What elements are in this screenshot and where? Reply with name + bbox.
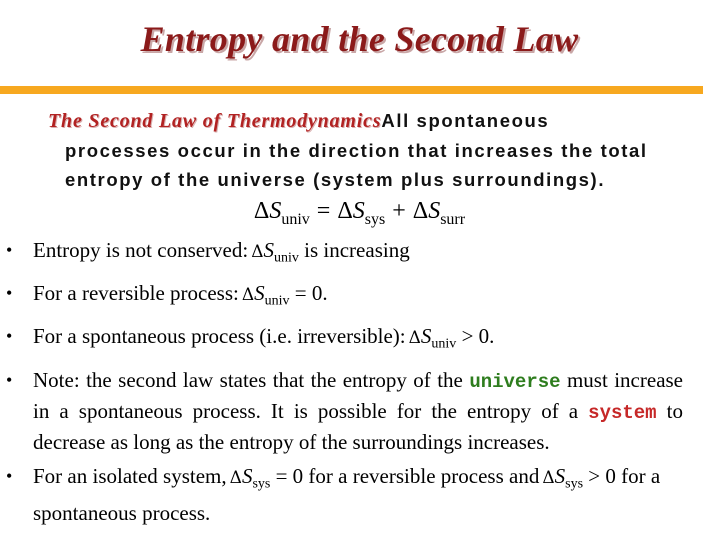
- bullet-item-spontaneous: [0, 322, 719, 358]
- eq-equals: =: [316, 198, 331, 224]
- law-title: The Second Law of Thermodynamics: [48, 110, 382, 132]
- entropy-equation: [0, 198, 719, 229]
- delta-s-sys-symbol: $\Delta S_{sys}$: [229, 464, 271, 492]
- bullet-1-text: Entropy is not conserved:: [33, 238, 249, 262]
- eq-sub-surr: surr: [440, 210, 466, 228]
- law-text-line2: processes occur in the direction that increases the total: [65, 140, 648, 161]
- law-text-line1: All spontaneous: [381, 110, 550, 131]
- eq-S-2: S: [352, 198, 365, 224]
- bullet-5-text-c: > 0 for a spontaneous process.: [33, 464, 661, 525]
- eq-delta-2: Δ: [337, 198, 353, 224]
- eq-S-3: S: [428, 198, 441, 224]
- eq-sub-univ: univ: [281, 210, 310, 228]
- law-text-line3: entropy of the universe (system plus surroundings).: [65, 169, 606, 190]
- eq-plus: +: [392, 198, 406, 224]
- bullet-4-text-b: must increase in a spontaneous process. It is possible for the entropy of a: [33, 368, 684, 424]
- bullet-4-text-c: to decrease as long as the entropy of the surroundings increases.: [33, 399, 683, 455]
- delta-s-sys-symbol: $\Delta S_{sys}$: [542, 464, 584, 492]
- eq-sub-sys: sys: [364, 210, 386, 228]
- eq-delta-1: Δ: [253, 198, 270, 224]
- bullet-item-isolated-system: [0, 462, 719, 527]
- eq-delta-3: Δ: [412, 198, 429, 224]
- second-law-statement: [48, 106, 710, 194]
- bullet-dot: •: [6, 240, 13, 260]
- delta-s-univ-symbol: $\Delta S_{univ}$: [241, 281, 290, 309]
- bullet-list: [0, 236, 719, 528]
- bullet-dot: •: [6, 466, 13, 487]
- bullet-item-reversible: [0, 279, 719, 315]
- bullet-5-text-a: For an isolated system,: [33, 464, 227, 489]
- bullet-dot: •: [6, 283, 13, 304]
- bullet-5-text-b: = 0 for a reversible process and: [270, 464, 540, 489]
- bullet-1-tail: is increasing: [298, 238, 410, 262]
- bullet-4-text-a: Note: the second law states that the entropy of the: [33, 368, 470, 393]
- universe-highlight: universe: [469, 371, 561, 394]
- eq-S-1: S: [269, 198, 282, 224]
- slide-title: Entropy and the Second Law: [140, 19, 579, 59]
- title-underline-bar: [0, 86, 703, 94]
- bullet-item-note: [0, 366, 719, 457]
- bullet-3-tail: > 0.: [456, 323, 495, 348]
- delta-s-univ-symbol: $\Delta S_{univ}$: [251, 238, 299, 266]
- delta-s-univ-symbol: $\Delta S_{univ}$: [408, 323, 457, 352]
- bullet-2-tail: = 0.: [289, 281, 328, 306]
- bullet-2-text: For a reversible process:: [33, 281, 239, 306]
- bullet-dot: •: [6, 370, 13, 391]
- bullet-dot: •: [6, 325, 13, 346]
- bullet-3-text: For a spontaneous process (i.e. irreversible):: [33, 323, 406, 348]
- system-highlight: system: [588, 402, 657, 425]
- bullet-item-not-conserved: [0, 236, 719, 272]
